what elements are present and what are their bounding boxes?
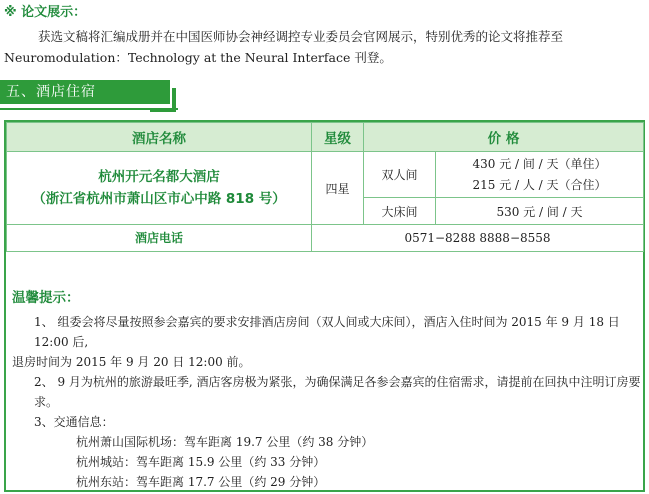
star-rating: 四星 (312, 152, 364, 225)
hotel-table (6, 122, 644, 252)
note-line-1: 获选文稿将汇编成册并在中国医师协会神经调控专业委员会官网展示，特别优秀的论文将推荐至 (38, 29, 564, 44)
tip-3: 3、交通信息： (34, 415, 114, 429)
price-twin-single: 430 元 / 间 / 天（单住） (472, 156, 607, 171)
section-underline (0, 108, 178, 110)
transport-east-station: 杭州东站：驾车距离 17.7 公里（约 29 分钟） (76, 475, 326, 489)
tips-title: 温馨提示： (12, 290, 80, 306)
room-type-twin: 双人间 (364, 152, 436, 198)
section-title: 五、酒店住宿 (0, 80, 170, 104)
tip-1-line-1: 1、 组委会将尽量按照参会嘉宾的要求安排酒店房间（双人间或大床间），酒店入住时间为 2015 年 9 月 18 日 12:00 后, (34, 315, 620, 349)
price-twin (436, 152, 644, 198)
transport-city-station: 杭州城站：驾车距离 15.9 公里（约 33 分钟） (76, 455, 326, 469)
transport-airport: 杭州萧山国际机场：驾车距离 19.7 公里（约 38 分钟） (76, 435, 374, 449)
hotel-address: （浙江省杭州市萧山区市心中路 818 号） (32, 191, 286, 207)
phone-value: 0571−8288 8888−8558 (312, 225, 644, 252)
price-king: 530 元 / 间 / 天 (436, 198, 644, 225)
tip-2: 2、 9 月为杭州的旅游最旺季, 酒店客房极为紧张，为确保满足各参会嘉宾的住宿需求，请提前在回执中注明订房要求。 (34, 375, 641, 409)
table-header-row (7, 123, 644, 152)
hotel-name-cell (7, 152, 312, 225)
note-line-2: Neuromodulation：Technology at the Neural Interface 刊登。 (4, 50, 392, 65)
note-paragraph (4, 26, 644, 68)
note-heading: ※ 论文展示： (4, 5, 87, 20)
price-twin-shared: 215 元 / 人 / 天（合住） (472, 177, 607, 192)
tip-1-line-2: 退房时间为 2015 年 9 月 20 日 12:00 前。 (12, 355, 251, 369)
phone-label: 酒店电话 (7, 225, 312, 252)
table-row (7, 152, 644, 198)
table-row (7, 225, 644, 252)
header-price: 价 格 (364, 123, 644, 152)
header-hotel-name: 酒店名称 (7, 123, 312, 152)
tips-block (12, 286, 642, 492)
header-star: 星级 (312, 123, 364, 152)
hotel-name: 杭州开元名都大酒店 (98, 169, 220, 185)
room-type-king: 大床间 (364, 198, 436, 225)
